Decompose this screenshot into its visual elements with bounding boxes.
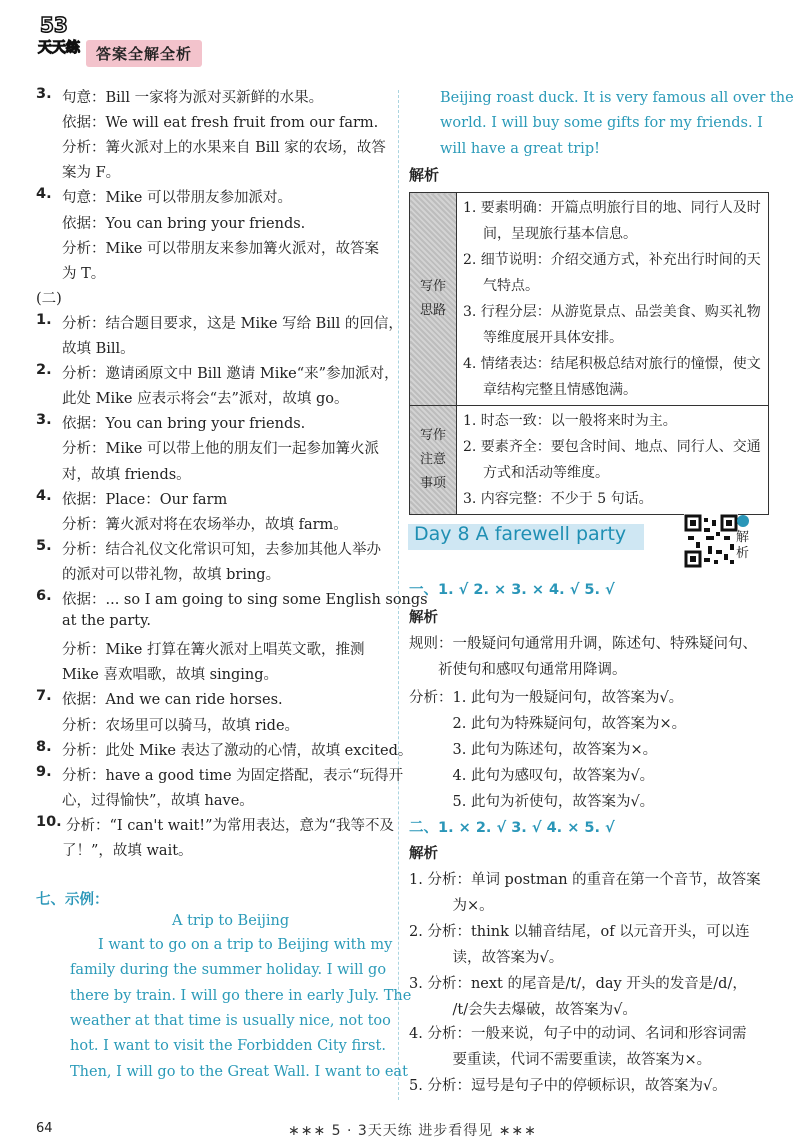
analysis-line: 4. 分析：一般来说，句子中的动词、名词和形容词需 bbox=[409, 1026, 747, 1042]
item-number: 7. bbox=[36, 688, 52, 704]
page-number: 64 bbox=[36, 1121, 53, 1136]
line-text: 分析：邀请函原文中 Bill 邀请 Mike“来”参加派对， bbox=[62, 366, 399, 382]
analysis-heading: 解析 bbox=[409, 166, 440, 184]
line-text: 分析：Mike 可以带朋友来参加篝火派对，故答案 bbox=[62, 241, 379, 257]
analysis-line: 3. 此句为陈述句，故答案为×。 bbox=[409, 742, 658, 758]
analysis-items bbox=[457, 193, 769, 406]
analysis-line: 读，故答案为√。 bbox=[409, 950, 564, 966]
line-text: at the party. bbox=[62, 613, 151, 629]
svg-text:天天练: 天天练 bbox=[38, 40, 80, 56]
analysis-line: 1. 分析：单词 postman 的重音在第一个音节，故答案 bbox=[409, 872, 761, 888]
svg-text:53: 53 bbox=[40, 13, 68, 37]
qr-code-icon[interactable] bbox=[684, 514, 738, 568]
item-number: 8. bbox=[36, 739, 52, 755]
analysis-line: 要重读，代词不需要重读，故答案为×。 bbox=[409, 1052, 712, 1068]
footer-slogan: ∗∗∗ 5 · 3天天练 进步看得见 ∗∗∗ bbox=[288, 1123, 537, 1139]
line-text: 了！”，故填 wait。 bbox=[62, 843, 193, 859]
answer-key-line: 一、1. √ 2. × 3. × 4. √ 5. √ bbox=[409, 582, 615, 598]
play-icon[interactable] bbox=[737, 515, 749, 527]
side-label-part: 事项 bbox=[419, 476, 446, 491]
side-label-part: 思路 bbox=[419, 303, 446, 318]
essay-heading: 七、示例： bbox=[36, 892, 109, 908]
brand-logo bbox=[36, 12, 84, 58]
item-number: 3. bbox=[36, 412, 52, 428]
analysis-item: 1. 要素明确：开篇点明旅行目的地、同行人及时间，呈现旅行基本信息。 bbox=[463, 200, 761, 242]
analysis-row bbox=[410, 193, 769, 406]
line-text: 分析：“I can't wait!”为常用表达，意为“我等不及 bbox=[66, 818, 394, 834]
item-number: 4. bbox=[36, 488, 52, 504]
item-number: 4. bbox=[36, 186, 52, 202]
essay-title: A trip to Beijing bbox=[172, 913, 290, 929]
analysis-side-label bbox=[410, 406, 457, 515]
line-text: 分析：篝火派对将在农场举办，故填 farm。 bbox=[62, 517, 348, 533]
line-text: 句意：Bill 一家将为派对买新鲜的水果。 bbox=[62, 90, 324, 106]
line-text: 依据：And we can ride horses. bbox=[62, 692, 283, 708]
qr-label: 解析 bbox=[736, 530, 750, 561]
analysis-line: 3. 分析：next 的尾音是/t/，day 开头的发音是/d/， bbox=[409, 976, 747, 992]
analysis-line: 5. 此句为祈使句，故答案为√。 bbox=[409, 794, 655, 810]
line-text: 分析：篝火派对上的水果来自 Bill 家的农场，故答 bbox=[62, 140, 386, 156]
analysis-subheading: 解析 bbox=[409, 846, 438, 862]
item-number: 2. bbox=[36, 362, 52, 378]
analysis-line: 规则：一般疑问句通常用升调，陈述句、特殊疑问句、 bbox=[409, 636, 757, 652]
analysis-line: 5. 分析：逗号是句子中的停顿标识，故答案为√。 bbox=[409, 1078, 727, 1094]
side-label-part: 注意 bbox=[419, 452, 446, 467]
analysis-line: 2. 此句为特殊疑问句，故答案为×。 bbox=[409, 716, 687, 732]
line-text: 心，过得愉快”，故填 have。 bbox=[62, 793, 254, 809]
line-text: Mike 喜欢唱歌，故填 singing。 bbox=[62, 667, 279, 683]
line-text: 分析：结合题目要求，这是 Mike 写给 Bill 的回信， bbox=[62, 316, 403, 332]
analysis-item: 4. 情绪表达：结尾积极总结对旅行的憧憬，使文章结构完整且情感饱满。 bbox=[463, 356, 761, 398]
item-number: 10. bbox=[36, 814, 62, 830]
analysis-line: 祈使句和感叹句通常用降调。 bbox=[409, 662, 627, 678]
analysis-line: 分析：1. 此句为一般疑问句，故答案为√。 bbox=[409, 690, 684, 706]
essay-line: Beijing roast duck. It is very famous all over the bbox=[440, 90, 794, 106]
analysis-line: 4. 此句为感叹句，故答案为√。 bbox=[409, 768, 655, 784]
essay-line: I want to go on a trip to Beijing with my bbox=[98, 937, 393, 953]
analysis-subheading: 解析 bbox=[409, 610, 438, 626]
analysis-line: /t/会失去爆破，故答案为√。 bbox=[409, 1002, 637, 1018]
line-text: 依据：You can bring your friends. bbox=[62, 416, 306, 432]
line-text: 故填 Bill。 bbox=[62, 341, 135, 357]
essay-line: hot. I want to visit the Forbidden City first. bbox=[70, 1038, 386, 1054]
line-text: 为 T。 bbox=[62, 266, 106, 282]
essay-line: will have a great trip! bbox=[440, 141, 600, 157]
header-title: 答案全解全析 bbox=[86, 40, 202, 67]
line-text: (二) bbox=[36, 291, 62, 307]
analysis-line: 为×。 bbox=[409, 898, 494, 914]
analysis-item: 1. 时态一致：以一般将来时为主。 bbox=[463, 413, 677, 429]
essay-line: weather at that time is usually nice, not too bbox=[70, 1013, 391, 1029]
side-label-part: 写作 bbox=[419, 279, 446, 294]
analysis-side-label bbox=[410, 193, 457, 406]
line-text: 依据：... so I am going to sing some English songs bbox=[62, 592, 428, 608]
line-text: 分析：农场里可以骑马，故填 ride。 bbox=[62, 718, 300, 734]
analysis-item: 3. 行程分层：从游览景点、品尝美食、购买礼物等维度展开具体安排。 bbox=[463, 304, 761, 346]
analysis-row bbox=[410, 406, 769, 515]
item-number: 1. bbox=[36, 312, 52, 328]
essay-line: family during the summer holiday. I will go bbox=[70, 962, 387, 978]
essay-line: there by train. I will go there in early July. The bbox=[70, 988, 412, 1004]
side-label-part: 写作 bbox=[419, 428, 446, 443]
item-number: 9. bbox=[36, 764, 52, 780]
line-text: 句意：Mike 可以带朋友参加派对。 bbox=[62, 190, 292, 206]
line-text: 依据：You can bring your friends. bbox=[62, 216, 306, 232]
line-text: 依据：We will eat fresh fruit from our farm. bbox=[62, 115, 379, 131]
analysis-item: 2. 要素齐全：要包含时间、地点、同行人、交通方式和活动等维度。 bbox=[463, 439, 761, 481]
analysis-item: 2. 细节说明：介绍交通方式，补充出行时间的天气特点。 bbox=[463, 252, 761, 294]
essay-line: world. I will buy some gifts for my friends. I bbox=[440, 115, 763, 131]
answer-key-line: 二、1. × 2. √ 3. √ 4. × 5. √ bbox=[409, 820, 615, 836]
line-text: 分析：have a good time 为固定搭配，表示“玩得开 bbox=[62, 768, 404, 784]
item-number: 3. bbox=[36, 86, 52, 102]
line-text: 依据：Place：Our farm bbox=[62, 492, 228, 508]
essay-line: Then, I will go to the Great Wall. I want to eat bbox=[70, 1064, 408, 1080]
line-text: 分析：此处 Mike 表达了激动的心情，故填 excited。 bbox=[62, 743, 413, 759]
item-number: 5. bbox=[36, 538, 52, 554]
analysis-table bbox=[409, 192, 769, 515]
analysis-items bbox=[457, 406, 769, 515]
line-text: 此处 Mike 应表示将会“去”派对，故填 go。 bbox=[62, 391, 349, 407]
item-number: 6. bbox=[36, 588, 52, 604]
line-text: 的派对可以带礼物，故填 bring。 bbox=[62, 567, 281, 583]
analysis-line: 2. 分析：think 以辅音结尾，of 以元音开头，可以连 bbox=[409, 924, 750, 940]
line-text: 分析：Mike 打算在篝火派对上唱英文歌，推测 bbox=[62, 642, 365, 658]
line-text: 分析：Mike 可以带上他的朋友们一起参加篝火派 bbox=[62, 441, 379, 457]
line-text: 案为 F。 bbox=[62, 165, 121, 181]
line-text: 分析：结合礼仪文化常识可知，去参加其他人举办 bbox=[62, 542, 381, 558]
line-text: 对，故填 friends。 bbox=[62, 467, 191, 483]
day8-title: Day 8 A farewell party bbox=[414, 523, 627, 545]
analysis-item: 3. 内容完整：不少于 5 句话。 bbox=[463, 491, 653, 507]
